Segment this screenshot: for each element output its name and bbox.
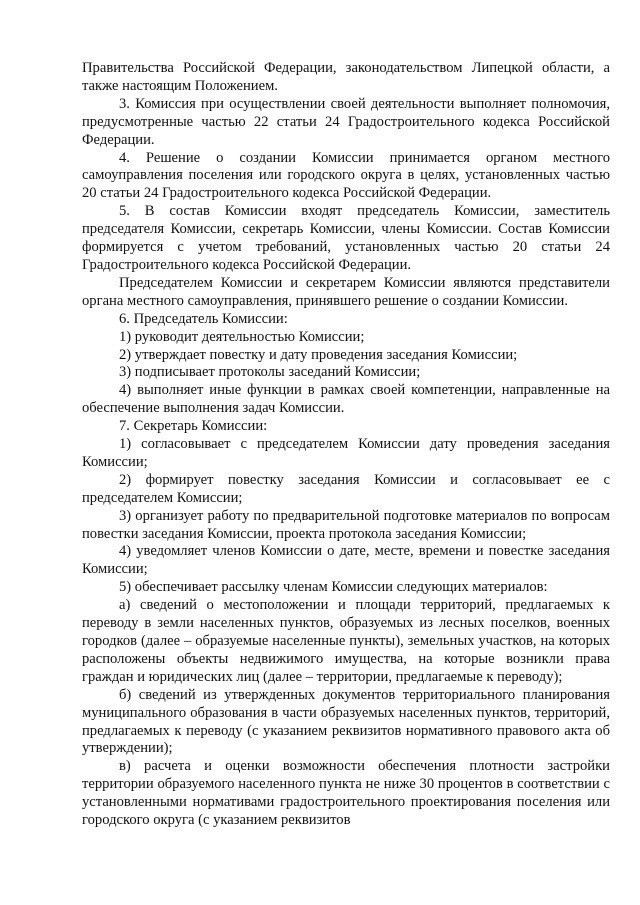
paragraph-item-7-3: 3) организует работу по предварительной подготовке материалов по вопросам повестки заседания Комиссии, проекта протокола заседания Комиссии; <box>82 507 610 542</box>
paragraph-item-7: 7. Секретарь Комиссии: <box>119 418 268 435</box>
paragraph-item-7-5-a: а) сведений о местоположении и площади территорий, предлагаемых к переводу в земли населенных пунктов, образуемых из лесных поселков, военных городков (далее – образуемые населенные пункты), земельных участков, на которых расположены объекты недвижимого имущества, на которые возникли права граждан и юридических лиц (далее – территории, предлагаемые к переводу); <box>82 597 610 685</box>
paragraph-item-7-4: 4) уведомляет членов Комиссии о дате, месте, времени и повестке заседания Комиссии; <box>82 543 610 578</box>
paragraph-item-6-4: 4) выполняет иные функции в рамках своей компетенции, направленные на обеспечение выполнения задач Комиссии. <box>82 382 610 417</box>
paragraph-item-3: 3. Комиссия при осуществлении своей деятельности выполняет полномочия, предусмотренные частью 22 статьи 24 Градостроительного кодекса Российской Федерации. <box>82 95 610 148</box>
paragraph-continuation: Правительства Российской Федерации, законодательством Липецкой области, а также настоящим Положением. <box>82 60 610 94</box>
paragraph-item-7-5-v: в) расчета и оценки возможности обеспечения плотности застройки территории образуемого населенного пункта не ниже 30 процентов в соответствии с установленными нормативами градостроительного проектирования поселения или городского округа (с указанием реквизитов <box>82 758 610 829</box>
paragraph-item-7-2: 2) формирует повестку заседания Комиссии и согласовывает ее с председателем Комиссии; <box>82 471 610 506</box>
paragraph-item-4: 4. Решение о создании Комиссии принимается органом местного самоуправления поселения или городского округа в целях, установленных частью 20 статьи 24 Градостроительного кодекса Российской Федерации. <box>82 149 610 202</box>
paragraph-item-7-5: 5) обеспечивает рассылку членам Комиссии следующих материалов: <box>119 579 548 596</box>
paragraph-item-6-2: 2) утверждает повестку и дату проведения заседания Комиссии; <box>119 346 518 363</box>
paragraph-chairman-secretary: Председателем Комиссии и секретарем Комиссии являются представители органа местного самоуправления, принявшего решение о создании Комиссии. <box>82 274 610 309</box>
paragraph-item-7-5-b: б) сведений из утвержденных документов территориального планирования муниципального образования в части образуемых населенных пунктов, территорий, предлагаемых к переводу (с указанием реквизитов нормативного правового акта об утверждении); <box>82 686 610 757</box>
paragraph-item-6-1: 1) руководит деятельностью Комиссии; <box>119 328 365 345</box>
paragraph-item-5: 5. В состав Комиссии входят председатель Комиссии, заместитель председателя Комиссии, секретарь Комиссии, члены Комиссии. Состав Комиссии формируется с учетом требований, установленных частью 20 статьи 24 Градостроительного кодекса Российской Федерации. <box>82 203 610 273</box>
paragraph-item-6-3: 3) подписывает протоколы заседаний Комиссии; <box>119 364 421 381</box>
paragraph-item-7-1: 1) согласовывает с председателем Комиссии дату проведения заседания Комиссии; <box>82 436 610 470</box>
paragraph-item-6: 6. Председатель Комиссии: <box>119 310 288 327</box>
document-page <box>82 60 610 830</box>
